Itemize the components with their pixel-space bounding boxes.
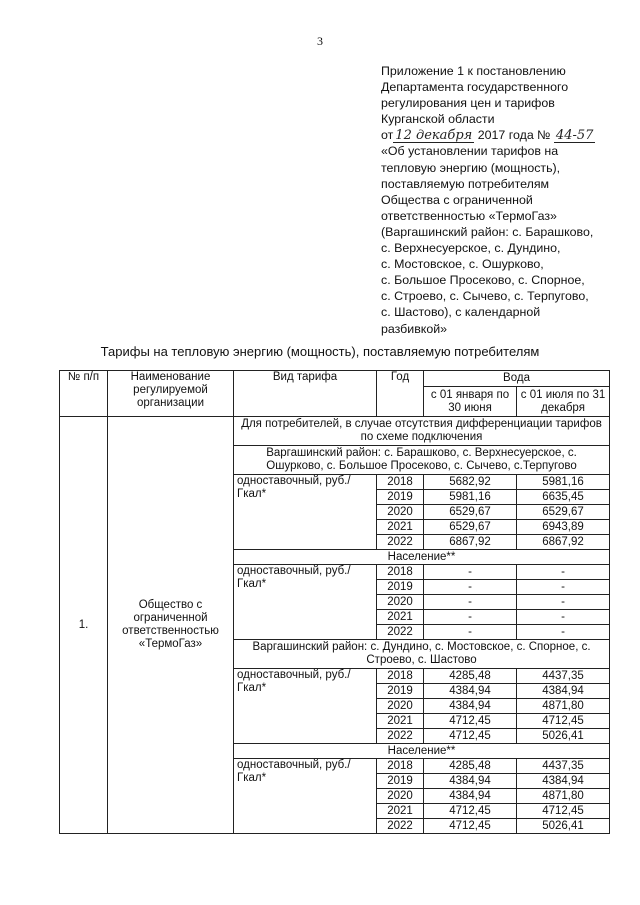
appendix-subject-line: с. Большое Просеково, с. Спорное, (381, 273, 585, 288)
year-cell: 2020 (377, 789, 424, 804)
value-cell: 6529,67 (517, 505, 610, 520)
value-cell: 4437,35 (517, 669, 610, 684)
tariff-table (59, 370, 610, 834)
value-cell: 4871,80 (517, 789, 610, 804)
year-cell: 2022 (377, 625, 424, 640)
year-cell: 2022 (377, 819, 424, 834)
year-cell: 2018 (377, 565, 424, 580)
date-prefix: от (381, 128, 394, 143)
value-cell: 5981,16 (424, 490, 517, 505)
appendix-line: Департамента государственного (381, 80, 569, 95)
value-cell: 4384,94 (424, 774, 517, 789)
value-cell: - (424, 595, 517, 610)
handwritten-date: 12 декабря (395, 128, 473, 144)
year-cell: 2020 (377, 699, 424, 714)
value-cell: 4285,48 (424, 669, 517, 684)
value-cell: 4384,94 (517, 774, 610, 789)
value-cell: 5026,41 (517, 729, 610, 744)
value-cell: 4871,80 (517, 699, 610, 714)
value-cell: 4712,45 (424, 819, 517, 834)
year-cell: 2018 (377, 759, 424, 774)
header-period-1: с 01 января по 30 июня (424, 387, 517, 417)
page-number: 3 (317, 34, 323, 48)
appendix-block (381, 63, 631, 337)
appendix-subject-line: с. Верхнесуерское, с. Дундино, (381, 241, 561, 256)
value-cell: 4712,45 (517, 804, 610, 819)
value-cell: - (517, 580, 610, 595)
year-cell: 2022 (377, 729, 424, 744)
value-cell: 4384,94 (517, 684, 610, 699)
value-cell: 4712,45 (424, 729, 517, 744)
value-cell: 4437,35 (517, 759, 610, 774)
value-cell: 5682,92 (424, 475, 517, 490)
value-cell: 4712,45 (517, 714, 610, 729)
appendix-line: Приложение 1 к постановлению (381, 64, 566, 78)
handwritten-number: 44-57 (555, 128, 594, 144)
appendix-subject-line: с. Шастово), с календарной (381, 305, 541, 320)
appendix-subject-line: с. Строево, с. Сычево, с. Терпугово, (381, 289, 589, 304)
value-cell: 4384,94 (424, 699, 517, 714)
value-cell: 6943,89 (517, 520, 610, 535)
value-cell: - (424, 580, 517, 595)
header-organization: Наименование регулируемой организации (108, 371, 234, 417)
value-cell: 5981,16 (517, 475, 610, 490)
appendix-subject-line: «Об установлении тарифов на (381, 144, 559, 159)
value-cell: 4384,94 (424, 684, 517, 699)
value-cell: 4285,48 (424, 759, 517, 774)
appendix-subject-line: с. Мостовское, с. Ошурково, (381, 257, 544, 272)
value-cell: 6867,92 (424, 535, 517, 550)
appendix-subject-line: разбивкой» (381, 321, 448, 336)
value-cell: 4712,45 (424, 804, 517, 819)
year-cell: 2019 (377, 774, 424, 789)
year-cell: 2019 (377, 490, 424, 505)
area-group-2: Варгашинский район: с. Дундино, с. Мостовское, с. Спорное, с. Строево, с. Шастово (234, 640, 610, 669)
date-middle: 2017 года № (477, 128, 551, 143)
value-cell: 6529,67 (424, 520, 517, 535)
appendix-subject-line: (Варгашинский район: с. Барашково, (381, 224, 594, 239)
tariff-label: одноставочный, руб./Гкал* (234, 565, 377, 640)
appendix-subject-line: поставляемую потребителям (381, 176, 550, 191)
tariff-label: одноставочный, руб./Гкал* (234, 669, 377, 744)
year-cell: 2018 (377, 475, 424, 490)
value-cell: 4712,45 (424, 714, 517, 729)
year-cell: 2019 (377, 684, 424, 699)
year-cell: 2021 (377, 804, 424, 819)
year-cell: 2022 (377, 535, 424, 550)
header-year: Год (377, 371, 424, 417)
appendix-subject-line: Общества с ограниченной (381, 192, 533, 207)
value-cell: - (517, 595, 610, 610)
value-cell: - (424, 610, 517, 625)
population-label: Население** (234, 550, 610, 565)
appendix-date-line (381, 127, 631, 143)
header-water: Вода (424, 371, 610, 387)
value-cell: - (424, 625, 517, 640)
value-cell: - (517, 610, 610, 625)
value-cell: - (424, 565, 517, 580)
year-cell: 2018 (377, 669, 424, 684)
appendix-line: Курганской области (381, 112, 495, 127)
value-cell: - (517, 625, 610, 640)
value-cell: 6635,45 (517, 490, 610, 505)
population-label: Население** (234, 744, 610, 759)
value-cell: 4384,94 (424, 789, 517, 804)
year-cell: 2021 (377, 520, 424, 535)
tariff-label: одноставочный, руб./Гкал* (234, 759, 377, 834)
appendix-subject-line: тепловую энергию (мощность), (381, 160, 561, 175)
value-cell: 5026,41 (517, 819, 610, 834)
note-no-differentiation: Для потребителей, в случае отсутствия дифференциации тарифов по схеме подключения (234, 417, 610, 446)
document-title: Тарифы на тепловую энергию (мощность), поставляемую потребителям (100, 344, 540, 359)
area-group-1: Варгашинский район: с. Барашково, с. Верхнесуерское, с. Ошурково, с. Большое Просеково, с. Сычево, с.Терпугово (234, 446, 610, 475)
tariff-label: одноставочный, руб./Гкал* (234, 475, 377, 550)
row-number: 1. (60, 417, 108, 834)
header-num: № п/п (60, 371, 108, 417)
year-cell: 2021 (377, 714, 424, 729)
year-cell: 2020 (377, 505, 424, 520)
value-cell: 6529,67 (424, 505, 517, 520)
appendix-line: регулирования цен и тарифов (381, 96, 555, 111)
header-tariff-type: Вид тарифа (234, 371, 377, 417)
header-period-2: с 01 июля по 31 декабря (517, 387, 610, 417)
appendix-subject-line: ответственностью «ТермоГаз» (381, 208, 557, 223)
value-cell: 6867,92 (517, 535, 610, 550)
year-cell: 2020 (377, 595, 424, 610)
value-cell: - (517, 565, 610, 580)
year-cell: 2019 (377, 580, 424, 595)
organization-name: Общество с ограниченной ответственностью «ТермоГаз» (108, 417, 234, 834)
year-cell: 2021 (377, 610, 424, 625)
